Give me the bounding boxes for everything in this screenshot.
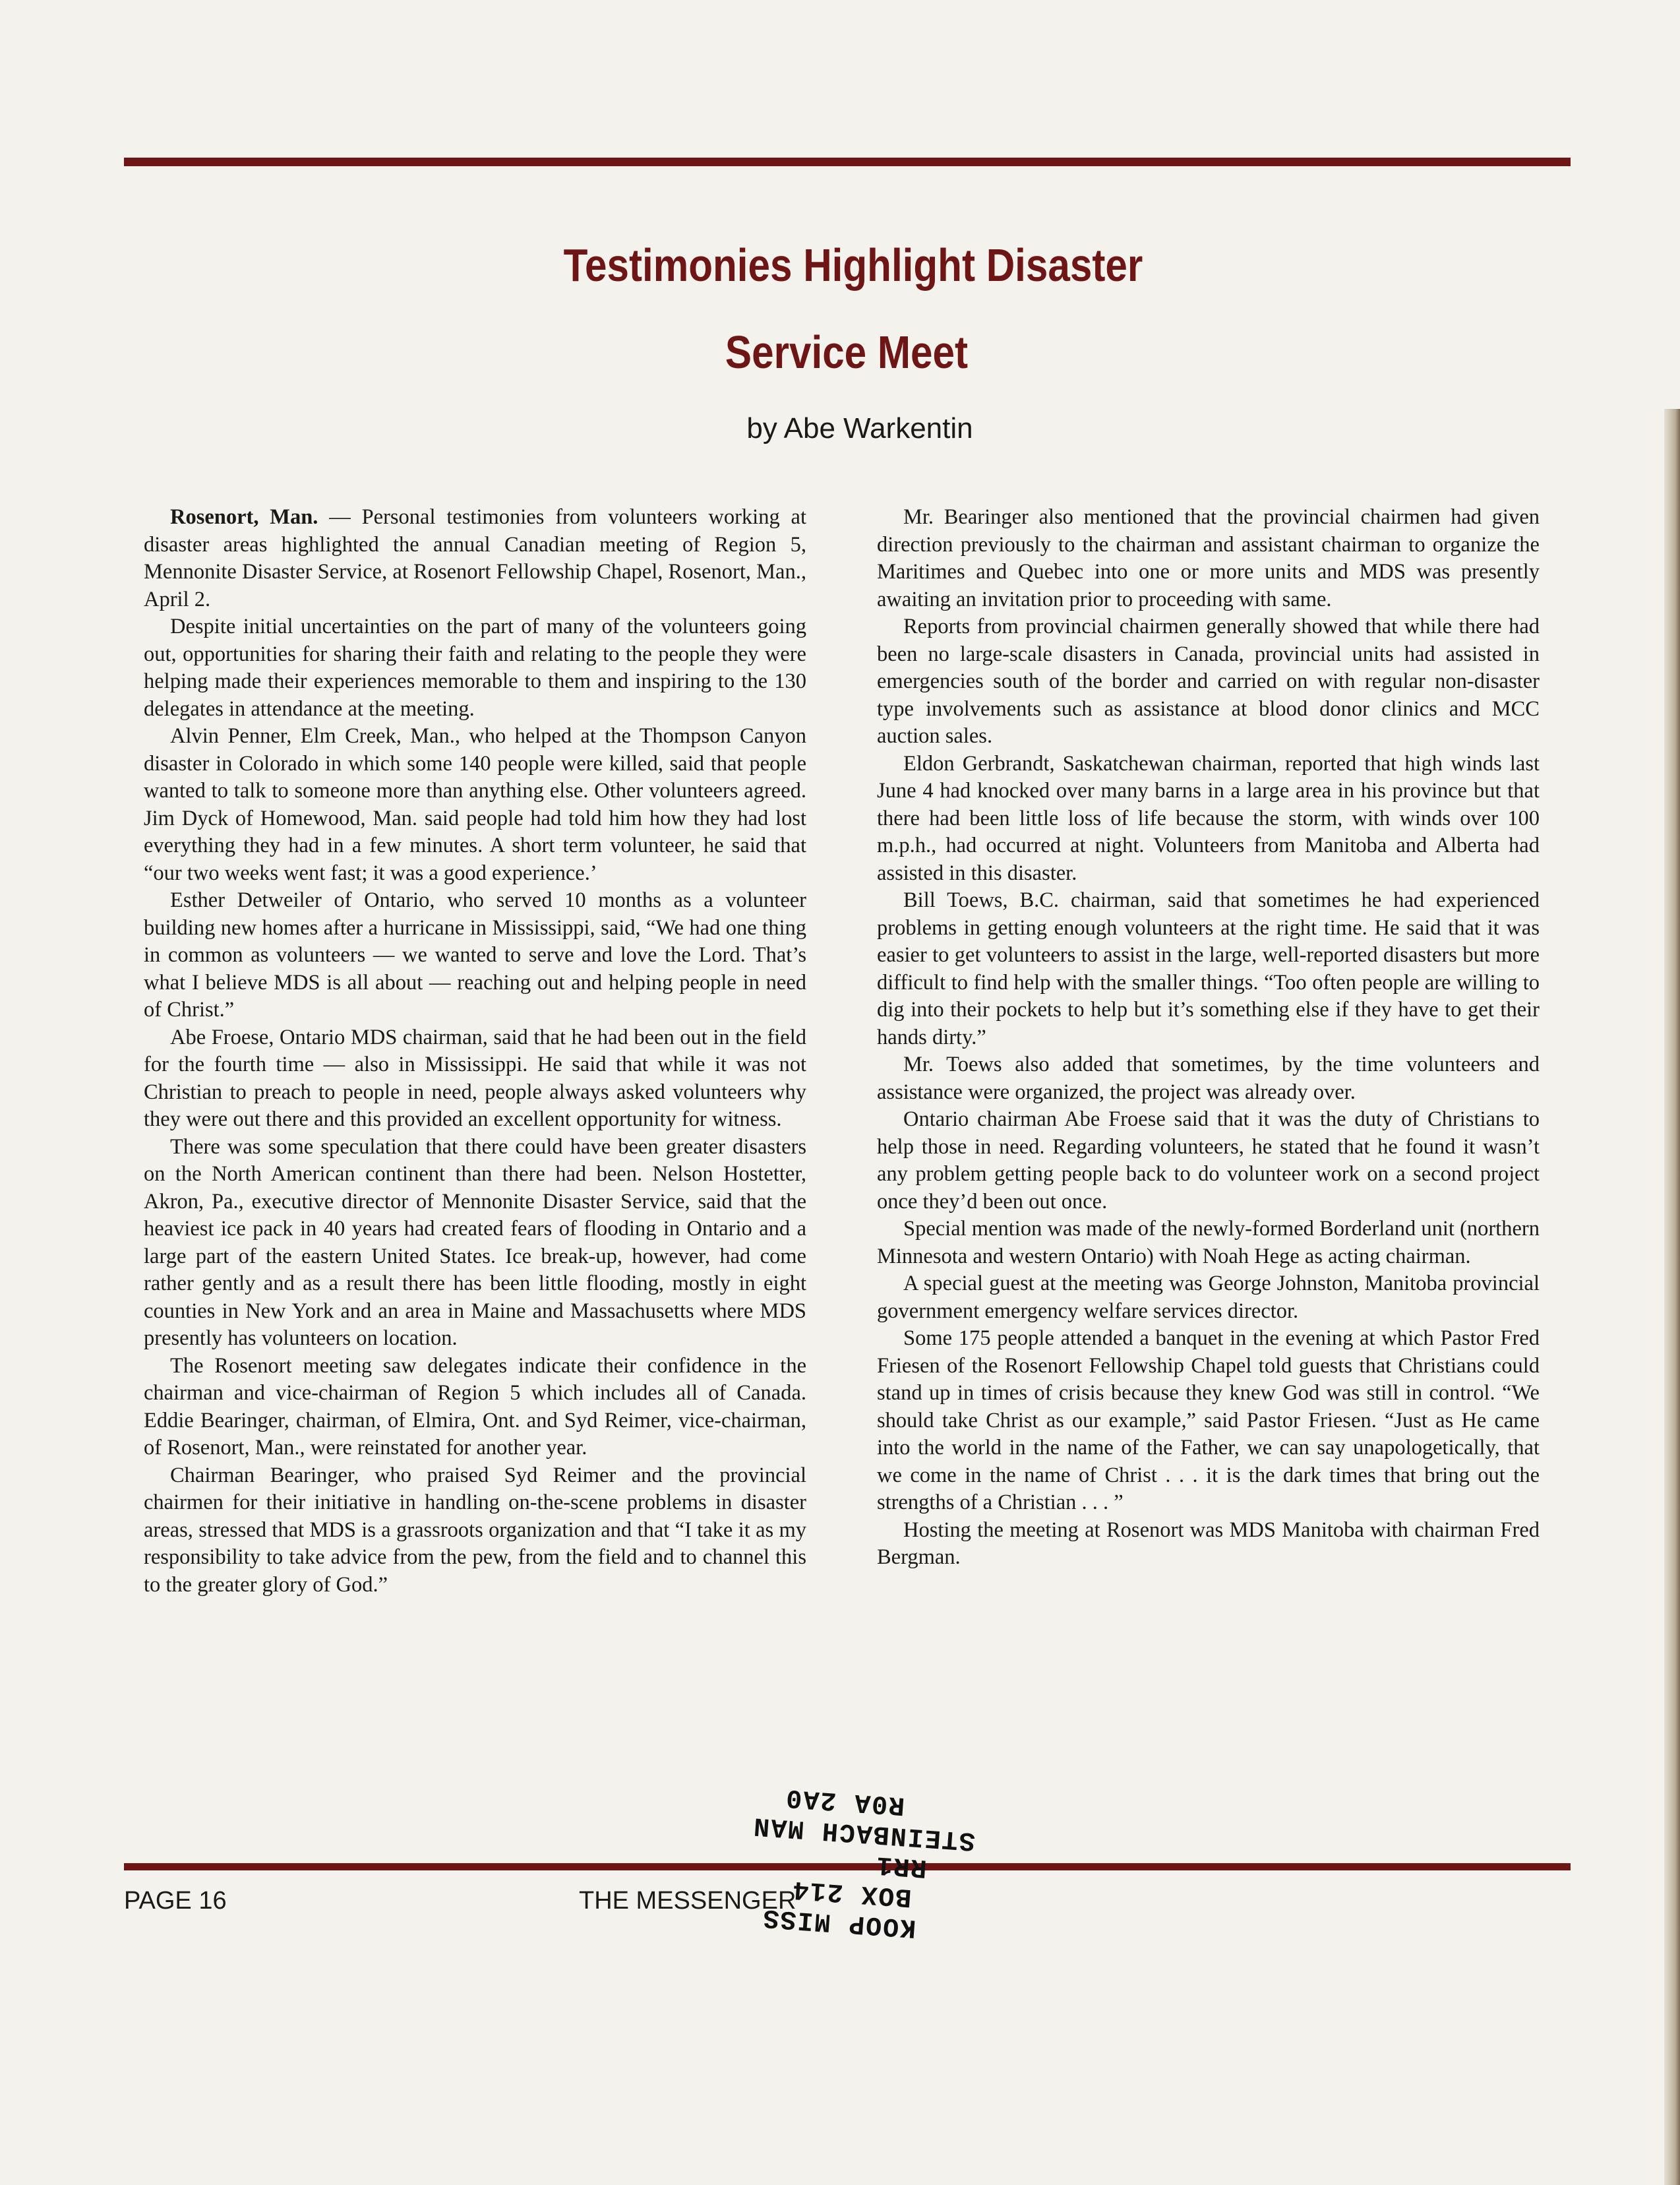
paragraph: Some 175 people attended a banquet in the evening at which Pastor Fred Friesen of the Rosenort Fellowship Chapel told guests that Christians could stand up in times of crisis because they knew God was still in control. “We should take Christ as our example,” said Pastor Friesen. “Just as He came into the world in the name of the Father, we can say unapologetically, that we come in the name of Christ . . . it is the dark times that bring out the strengths of a Christian . . . ”: [877, 1326, 1540, 1514]
stamp-line: R0A 2A0: [784, 1781, 906, 1820]
paragraph: Hosting the meeting at Rosenort was MDS Manitoba with chairman Fred Bergman.: [877, 1518, 1540, 1569]
paragraph: There was some speculation that there could have been greater disasters on the North American continent than there had been. Nelson Hostetter, Akron, Pa., executive director of Mennonite Disaster Service, said that the heaviest ice pack in 40 years had created fears of flooding in Ontario and a large part of the eastern United States. Ice break-up, however, had come rather gently and as a result there has been little flooding, mostly in eight counties in New York and an area in Maine and Massachusetts where MDS presently has volunteers on location.: [144, 1134, 806, 1350]
paragraph: Special mention was made of the newly-formed Borderland unit (northern Minnesota and western Ontario) with Noah Hege as acting chairman.: [877, 1217, 1540, 1268]
paragraph: The Rosenort meeting saw delegates indicate their confidence in the chairman and vice-chairman of Region 5 which includes all of Canada. Eddie Bearinger, chairman, of Elmira, Ont. and Syd Reimer, vice-chairman, of Rosenort, Man., were reinstated for another year.: [144, 1353, 806, 1460]
paragraph: Alvin Penner, Elm Creek, Man., who helped at the Thompson Canyon disaster in Colorado in which some 140 people were killed, said that people wanted to talk to someone more than anything else. Other volunteers agreed. Jim Dyck of Homewood, Man. said people had told him how they had lost everything they had in a few minutes. A short term volunteer, he said that “our two weeks went fast; it was a good experience.’: [144, 724, 806, 885]
page-number: PAGE 16: [124, 1887, 227, 1915]
right-column: [877, 504, 1540, 1572]
article-title-line-2: Service Meet: [725, 326, 969, 378]
paragraph-text: — Personal testimonies from volunteers working at disaster areas highlighted the annual Canadian meeting of Region 5, Mennonite Disaster Service, at Rosenort Fellowship Chapel, Rosenort, Man., April 2.: [144, 505, 806, 611]
paragraph: A special guest at the meeting was George Johnston, Manitoba provincial government emergency welfare services director.: [877, 1272, 1540, 1323]
top-rule: [124, 158, 1571, 166]
stamp-line: STEINBACH MAN: [751, 1810, 976, 1855]
paragraph: Chairman Bearinger, who praised Syd Reimer and the provincial chairmen for their initiative in handling on-the-scene problems in disaster areas, stressed that MDS is a grassroots organization and that “I take it as my responsibility to take advice from the pew, from the field and to channel this to the greater glory of God.”: [144, 1463, 806, 1597]
paragraph: Despite initial uncertainties on the part of many of the volunteers going out, opportunities for sharing their faith and relating to the people they were helping made their experiences memorable to them and inspiring to the 130 delegates in attendance at the meeting.: [144, 615, 806, 721]
stamp-line: BOX 214: [791, 1873, 913, 1912]
left-column: [144, 504, 806, 1599]
stamp-line: KOOP MISS: [761, 1901, 917, 1942]
article-title-line-1: Testimonies Highlight Disaster: [563, 239, 1143, 291]
paragraph: Esther Detweiler of Ontario, who served 10 months as a volunteer building new homes after a hurricane in Mississippi, said, “We had one thing in common as volunteers — we wanted to serve and love the Lord. That’s what I believe MDS is all about — reaching out and helping people in need of Christ.”: [144, 888, 806, 1022]
paragraph: Mr. Bearinger also mentioned that the provincial chairmen had given direction previously to the chairman and assistant chairman to organize the Maritimes and Quebec into one or more units and MDS was presently awaiting an invitation prior to proceeding with same.: [877, 505, 1540, 611]
paragraph: Eldon Gerbrandt, Saskatchewan chairman, reported that high winds last June 4 had knocked over many barns in a large area in his province but that there had been little loss of life because the storm, with winds over 100 m.p.h., had occurred at night. Volunteers from Manitoba and Alberta had assisted in this disaster.: [877, 751, 1540, 885]
paragraph: Ontario chairman Abe Froese said that it was the duty of Christians to help those in need. Regarding volunteers, he stated that he found it wasn’t any problem getting people back to do volunteer work on a second project once they’d been out once.: [877, 1107, 1540, 1214]
paragraph: Reports from provincial chairmen generally showed that while there had been no large-scale disasters in Canada, provincial units had assisted in emergencies south of the border and carried on with regular non-disaster type involvements such as assistance at blood donor clinics and MCC auction sales.: [877, 615, 1540, 748]
dateline: Rosenort, Man.: [170, 505, 318, 529]
paragraph: Mr. Toews also added that sometimes, by the time volunteers and assistance were organized, the project was already over.: [877, 1053, 1540, 1104]
publication-name: THE MESSENGER: [579, 1887, 796, 1915]
address-stamp: [705, 1781, 1004, 1948]
paragraph: [144, 504, 806, 613]
stamp-line: RR1: [874, 1849, 928, 1882]
paragraph: Bill Toews, B.C. chairman, said that sometimes he had experienced problems in getting enough volunteers at the right time. He said that it was easier to get volunteers to assist in the large, well-reported disasters but more difficult to find help with the smaller things. “Too often people are willing to dig into their pockets to help but it’s something else if they have to get their hands dirty.”: [877, 888, 1540, 1049]
paragraph: Abe Froese, Ontario MDS chairman, said that he had been out in the field for the fourth time — also in Mississippi. He said that while it was not Christian to preach to people in need, people always asked volunteers why they were out there and this provided an excellent opportunity for witness.: [144, 1025, 806, 1131]
page-edge: [1664, 409, 1680, 2185]
byline: by Abe Warkentin: [746, 412, 973, 445]
